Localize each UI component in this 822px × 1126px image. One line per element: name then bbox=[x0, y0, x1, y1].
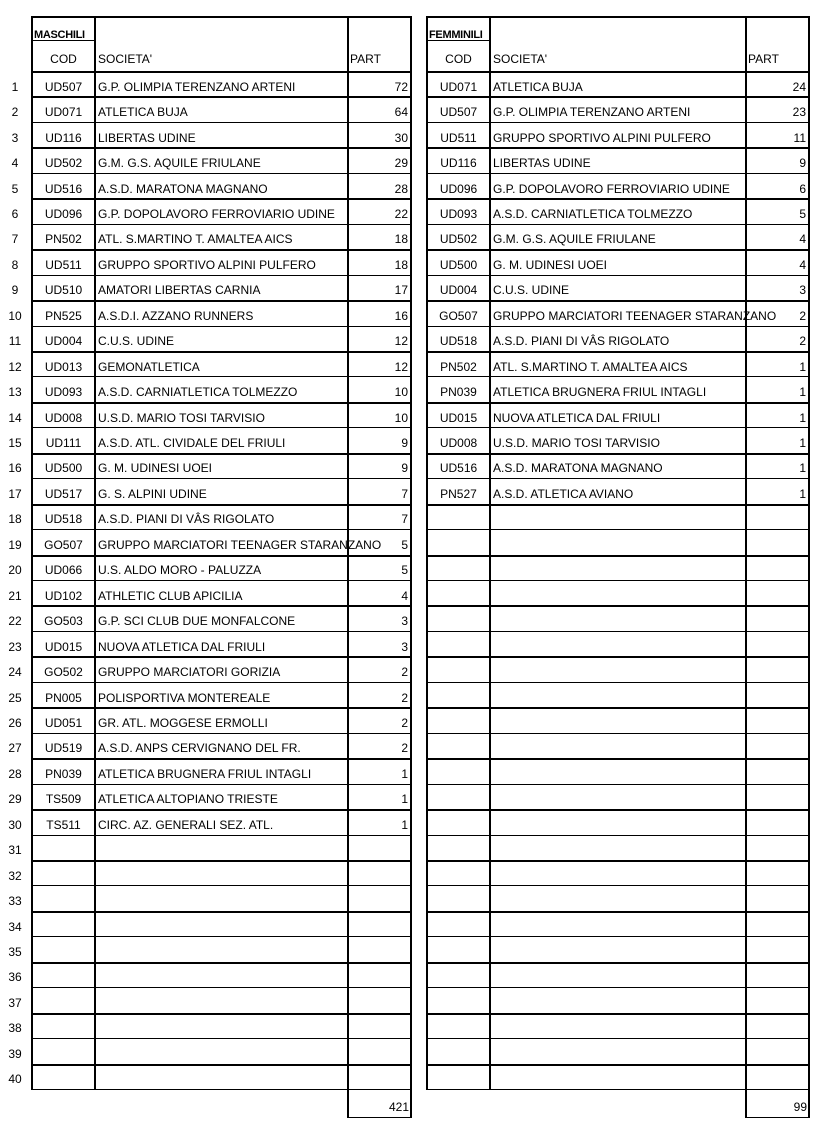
femminili-cod: UD096 bbox=[439, 181, 478, 196]
femminili-row-line bbox=[426, 96, 809, 98]
femminili-part: 11 bbox=[793, 130, 806, 145]
maschili-row-line bbox=[31, 529, 411, 530]
femminili-cod: GO507 bbox=[439, 308, 478, 323]
maschili-part: 18 bbox=[394, 232, 408, 247]
row-number: 9 bbox=[11, 283, 19, 298]
maschili-part: 5 bbox=[401, 563, 408, 578]
maschili-row-line bbox=[31, 198, 411, 200]
row-number: 10 bbox=[8, 308, 22, 323]
femminili-societa: ATL. S.MARTINO T. AMALTEA AICS bbox=[493, 359, 688, 374]
femminili-cod: PN527 bbox=[440, 486, 477, 501]
maschili-cod: TS511 bbox=[46, 817, 81, 832]
maschili-cod: UD116 bbox=[45, 130, 82, 145]
maschili-part: 72 bbox=[394, 79, 408, 94]
maschili-row-line bbox=[31, 96, 411, 98]
maschili-row-line bbox=[31, 656, 411, 658]
femminili-cod: UD004 bbox=[439, 283, 478, 298]
maschili-societa: ATL. S.MARTINO T. AMALTEA AICS bbox=[98, 232, 293, 247]
maschili-societa: GRUPPO MARCIATORI GORIZIA bbox=[98, 665, 281, 680]
femminili-part: 1 bbox=[799, 359, 806, 374]
maschili-part: 18 bbox=[394, 257, 408, 272]
row-number: 16 bbox=[8, 461, 22, 476]
femminili-row-line bbox=[426, 249, 809, 251]
femminili-cod: UD502 bbox=[439, 232, 478, 247]
row-number: 27 bbox=[8, 741, 22, 756]
maschili-title-underline bbox=[32, 40, 95, 41]
maschili-cod: UD519 bbox=[44, 741, 83, 756]
femminili-cod: UD500 bbox=[439, 257, 478, 272]
maschili-part: 10 bbox=[394, 385, 408, 400]
femminili-societa: ATLETICA BUJA bbox=[493, 79, 583, 94]
maschili-row-line bbox=[31, 631, 411, 632]
femminili-row-line bbox=[426, 453, 809, 455]
maschili-societa: CIRC. AZ. GENERALI SEZ. ATL. bbox=[98, 817, 274, 832]
maschili-societa: G.P. SCI CLUB DUE MONFALCONE bbox=[98, 614, 296, 629]
maschili-top-border bbox=[32, 16, 411, 18]
maschili-cod: PN502 bbox=[45, 232, 82, 247]
maschili-part: 1 bbox=[401, 817, 408, 832]
femminili-row-line bbox=[426, 376, 809, 377]
femminili-row-line bbox=[426, 71, 809, 73]
row-number: 6 bbox=[11, 206, 19, 221]
femminili-societa: LIBERTAS UDINE bbox=[493, 156, 591, 171]
femminili-row-line bbox=[426, 1089, 809, 1090]
maschili-cod: UD111 bbox=[45, 436, 82, 451]
femminili-row-line bbox=[426, 936, 809, 937]
maschili-cod: UD093 bbox=[44, 385, 83, 400]
femminili-part: 4 bbox=[799, 232, 806, 247]
maschili-row-line bbox=[31, 809, 411, 811]
row-number: 20 bbox=[8, 563, 22, 578]
row-number: 21 bbox=[8, 588, 22, 603]
maschili-row-line bbox=[31, 733, 411, 734]
maschili-societa: A.S.D. CARNIATLETICA TOLMEZZO bbox=[98, 385, 298, 400]
femminili-top-border bbox=[427, 16, 809, 18]
row-number: 34 bbox=[8, 919, 22, 934]
row-number: 29 bbox=[8, 792, 22, 807]
maschili-row-line bbox=[31, 453, 411, 455]
femminili-part: 23 bbox=[792, 105, 806, 120]
maschili-row-line bbox=[31, 784, 411, 785]
maschili-total: 421 bbox=[388, 1100, 409, 1114]
maschili-divider-cod bbox=[94, 16, 96, 1090]
femminili-row-line bbox=[426, 351, 809, 353]
maschili-part: 2 bbox=[401, 715, 408, 730]
maschili-row-line bbox=[31, 478, 411, 479]
maschili-part: 7 bbox=[401, 486, 408, 501]
maschili-part: 4 bbox=[401, 588, 408, 603]
maschili-row-line bbox=[31, 275, 411, 276]
maschili-cod: UD517 bbox=[44, 486, 83, 501]
femminili-row-line bbox=[426, 173, 809, 174]
femminili-row-line bbox=[426, 300, 809, 302]
maschili-row-line bbox=[31, 504, 411, 506]
row-number: 13 bbox=[8, 385, 22, 400]
femminili-cod: UD516 bbox=[439, 461, 478, 476]
femminili-row-line bbox=[426, 809, 809, 811]
maschili-row-line bbox=[31, 707, 411, 709]
maschili-part: 64 bbox=[394, 105, 408, 120]
row-number: 38 bbox=[8, 1021, 22, 1036]
maschili-societa: ATHLETIC CLUB APICILIA bbox=[98, 588, 243, 603]
femminili-row-line bbox=[426, 656, 809, 658]
femminili-part: 6 bbox=[799, 181, 806, 196]
femminili-row-line bbox=[426, 987, 809, 988]
femminili-societa: G. M. UDINESI UOEI bbox=[493, 257, 608, 272]
maschili-row-line bbox=[31, 1013, 411, 1015]
femminili-part: 1 bbox=[799, 410, 806, 425]
maschili-title: MASCHILI bbox=[34, 29, 85, 41]
maschili-societa: GEMONATLETICA bbox=[98, 359, 200, 374]
maschili-societa: G. S. ALPINI UDINE bbox=[98, 486, 207, 501]
row-number: 18 bbox=[8, 512, 22, 527]
maschili-row-line bbox=[31, 326, 411, 327]
femminili-row-line bbox=[426, 555, 809, 557]
maschili-part: 12 bbox=[394, 334, 408, 349]
maschili-row-line bbox=[31, 987, 411, 988]
maschili-row-line bbox=[31, 936, 411, 937]
femminili-row-line bbox=[426, 784, 809, 785]
row-number: 31 bbox=[8, 843, 22, 858]
maschili-row-line bbox=[31, 962, 411, 964]
maschili-row-line bbox=[31, 402, 411, 404]
maschili-row-line bbox=[31, 376, 411, 377]
maschili-societa: GRUPPO SPORTIVO ALPINI PULFERO bbox=[98, 257, 316, 272]
femminili-row-line bbox=[426, 224, 809, 225]
femminili-part: 1 bbox=[799, 436, 806, 451]
row-number: 7 bbox=[11, 232, 19, 247]
maschili-border-right bbox=[410, 16, 412, 1118]
femminili-row-line bbox=[426, 147, 809, 149]
femminili-row-line bbox=[426, 835, 809, 836]
femminili-title: FEMMINILI bbox=[429, 29, 483, 41]
femminili-cod: UD093 bbox=[439, 206, 478, 221]
femminili-row-line bbox=[426, 707, 809, 709]
row-number: 30 bbox=[8, 817, 22, 832]
femminili-cod: UD507 bbox=[439, 105, 478, 120]
femminili-row-line bbox=[426, 860, 809, 862]
femminili-row-line bbox=[426, 733, 809, 734]
maschili-cod: UD096 bbox=[44, 206, 83, 221]
maschili-row-line bbox=[31, 605, 411, 607]
femminili-societa: NUOVA ATLETICA DAL FRIULI bbox=[493, 410, 661, 425]
femminili-title-underline bbox=[427, 40, 490, 41]
femminili-row-line bbox=[426, 962, 809, 964]
maschili-total-bottom bbox=[347, 1117, 411, 1118]
maschili-societa: U.S. ALDO MORO - PALUZZA bbox=[98, 563, 262, 578]
femminili-part: 1 bbox=[799, 461, 806, 476]
maschili-cod: UD051 bbox=[44, 715, 83, 730]
maschili-societa: GRUPPO MARCIATORI TEENAGER STARANZANO bbox=[98, 537, 382, 552]
maschili-row-line bbox=[31, 885, 411, 886]
maschili-societa: G. M. UDINESI UOEI bbox=[98, 461, 213, 476]
maschili-societa: ATLETICA BRUGNERA FRIUL INTAGLI bbox=[98, 766, 312, 781]
maschili-row-line bbox=[31, 71, 411, 73]
maschili-cod: GO502 bbox=[44, 665, 83, 680]
maschili-part: 3 bbox=[401, 639, 408, 654]
femminili-cod: UD015 bbox=[439, 410, 478, 425]
femminili-row-line bbox=[426, 198, 809, 200]
maschili-societa: G.P. DOPOLAVORO FERROVIARIO UDINE bbox=[98, 206, 335, 221]
maschili-societa: NUOVA ATLETICA DAL FRIULI bbox=[98, 639, 266, 654]
femminili-cod: UD518 bbox=[439, 334, 478, 349]
maschili-cod: GO503 bbox=[44, 614, 83, 629]
maschili-border-left bbox=[31, 16, 33, 1090]
maschili-row-line bbox=[31, 911, 411, 913]
femminili-row-line bbox=[426, 580, 809, 581]
maschili-col-part: PART bbox=[350, 52, 381, 66]
maschili-part: 2 bbox=[401, 665, 408, 680]
femminili-row-line bbox=[426, 885, 809, 886]
maschili-cod: UD516 bbox=[44, 181, 83, 196]
maschili-societa: U.S.D. MARIO TOSI TARVISIO bbox=[98, 410, 265, 425]
maschili-part: 1 bbox=[401, 792, 408, 807]
maschili-row-line bbox=[31, 580, 411, 581]
maschili-row-line bbox=[31, 351, 411, 353]
femminili-row-line bbox=[426, 758, 809, 760]
row-number: 8 bbox=[11, 257, 19, 272]
row-number: 33 bbox=[8, 894, 22, 909]
femminili-cod: UD008 bbox=[439, 436, 478, 451]
maschili-col-societa: SOCIETA' bbox=[98, 52, 153, 66]
femminili-cod: UD116 bbox=[440, 156, 477, 171]
maschili-cod: UD008 bbox=[44, 410, 83, 425]
femminili-col-societa: SOCIETA' bbox=[493, 52, 548, 66]
femminili-part: 3 bbox=[799, 283, 806, 298]
maschili-row-line bbox=[31, 835, 411, 836]
femminili-row-line bbox=[426, 326, 809, 327]
maschili-cod: UD066 bbox=[44, 563, 83, 578]
row-number: 35 bbox=[8, 945, 22, 960]
row-number: 23 bbox=[8, 639, 22, 654]
femminili-border-left bbox=[426, 16, 428, 1090]
maschili-part: 9 bbox=[401, 461, 408, 476]
femminili-societa: A.S.D. CARNIATLETICA TOLMEZZO bbox=[493, 206, 693, 221]
row-number: 14 bbox=[8, 410, 22, 425]
maschili-part: 7 bbox=[401, 512, 408, 527]
femminili-societa: G.P. OLIMPIA TERENZANO ARTENI bbox=[493, 105, 691, 120]
femminili-societa: A.S.D. ATLETICA AVIANO bbox=[493, 486, 634, 501]
femminili-divider-cod bbox=[489, 16, 491, 1090]
maschili-part: 3 bbox=[401, 614, 408, 629]
maschili-part: 12 bbox=[394, 359, 408, 374]
maschili-cod: UD507 bbox=[44, 79, 83, 94]
maschili-societa: G.P. OLIMPIA TERENZANO ARTENI bbox=[98, 79, 296, 94]
row-number: 26 bbox=[8, 715, 22, 730]
femminili-part: 1 bbox=[799, 486, 806, 501]
maschili-row-line bbox=[31, 147, 411, 149]
maschili-divider-part bbox=[347, 16, 349, 1118]
femminili-part: 1 bbox=[799, 385, 806, 400]
maschili-cod: PN039 bbox=[45, 766, 82, 781]
femminili-societa: GRUPPO MARCIATORI TEENAGER STARANZANO bbox=[493, 308, 777, 323]
femminili-part: 2 bbox=[799, 308, 806, 323]
maschili-societa: ATLETICA ALTOPIANO TRIESTE bbox=[98, 792, 278, 807]
femminili-col-cod: COD bbox=[445, 52, 472, 66]
maschili-cod: UD511 bbox=[45, 257, 82, 272]
row-number: 37 bbox=[8, 995, 22, 1010]
maschili-row-line bbox=[31, 173, 411, 174]
femminili-row-line bbox=[426, 478, 809, 479]
femminili-row-line bbox=[426, 275, 809, 276]
femminili-societa: A.S.D. MARATONA MAGNANO bbox=[493, 461, 663, 476]
maschili-part: 1 bbox=[401, 766, 408, 781]
row-number: 1 bbox=[11, 79, 19, 94]
femminili-row-line bbox=[426, 529, 809, 530]
row-number: 2 bbox=[11, 105, 19, 120]
femminili-row-line bbox=[426, 1038, 809, 1039]
maschili-societa: A.S.D. MARATONA MAGNANO bbox=[98, 181, 268, 196]
maschili-row-line bbox=[31, 860, 411, 862]
maschili-row-line bbox=[31, 224, 411, 225]
row-number: 39 bbox=[8, 1046, 22, 1061]
maschili-societa: POLISPORTIVA MONTEREALE bbox=[98, 690, 271, 705]
femminili-societa: GRUPPO SPORTIVO ALPINI PULFERO bbox=[493, 130, 711, 145]
row-number: 24 bbox=[8, 665, 22, 680]
row-number: 40 bbox=[8, 1072, 22, 1087]
maschili-part: 22 bbox=[394, 206, 408, 221]
row-number: 17 bbox=[8, 486, 22, 501]
femminili-cod: PN039 bbox=[440, 385, 477, 400]
femminili-row-line bbox=[426, 122, 809, 123]
maschili-part: 17 bbox=[394, 283, 408, 298]
row-number: 5 bbox=[11, 181, 19, 196]
femminili-col-part: PART bbox=[748, 52, 779, 66]
femminili-row-line bbox=[426, 631, 809, 632]
maschili-part: 5 bbox=[401, 537, 408, 552]
femminili-total: 99 bbox=[793, 1100, 807, 1114]
maschili-row-line bbox=[31, 1089, 411, 1090]
maschili-row-line bbox=[31, 122, 411, 123]
maschili-row-line bbox=[31, 300, 411, 302]
maschili-cod: UD013 bbox=[44, 359, 83, 374]
femminili-row-line bbox=[426, 427, 809, 428]
femminili-part: 24 bbox=[792, 79, 806, 94]
maschili-cod: PN005 bbox=[45, 690, 82, 705]
maschili-cod: GO507 bbox=[44, 537, 83, 552]
maschili-part: 28 bbox=[394, 181, 408, 196]
maschili-part: 2 bbox=[401, 741, 408, 756]
femminili-part: 5 bbox=[799, 206, 806, 221]
maschili-part: 30 bbox=[394, 130, 408, 145]
femminili-part: 4 bbox=[799, 257, 806, 272]
row-number: 3 bbox=[11, 130, 19, 145]
row-number: 4 bbox=[11, 156, 19, 171]
maschili-part: 10 bbox=[394, 410, 408, 425]
maschili-row-line bbox=[31, 1038, 411, 1039]
femminili-cod: UD071 bbox=[439, 79, 478, 94]
maschili-cod: UD015 bbox=[44, 639, 83, 654]
maschili-cod: UD502 bbox=[44, 156, 83, 171]
maschili-cod: UD510 bbox=[44, 283, 83, 298]
femminili-row-line bbox=[426, 1013, 809, 1015]
femminili-row-line bbox=[426, 911, 809, 913]
maschili-societa: GR. ATL. MOGGESE ERMOLLI bbox=[98, 715, 268, 730]
maschili-part: 9 bbox=[401, 436, 408, 451]
maschili-societa: A.S.D. ANPS CERVIGNANO DEL FR. bbox=[98, 741, 301, 756]
femminili-societa: ATLETICA BRUGNERA FRIUL INTAGLI bbox=[493, 385, 707, 400]
row-number: 11 bbox=[8, 334, 22, 349]
maschili-col-cod: COD bbox=[50, 52, 77, 66]
femminili-row-line bbox=[426, 605, 809, 607]
femminili-societa: G.P. DOPOLAVORO FERROVIARIO UDINE bbox=[493, 181, 730, 196]
maschili-row-line bbox=[31, 682, 411, 683]
femminili-row-line bbox=[426, 504, 809, 506]
femminili-border-right bbox=[808, 16, 810, 1118]
row-number: 22 bbox=[8, 614, 22, 629]
maschili-part: 2 bbox=[401, 690, 408, 705]
maschili-row-line bbox=[31, 427, 411, 428]
maschili-cod: TS509 bbox=[45, 792, 82, 807]
femminili-total-bottom bbox=[745, 1117, 809, 1118]
maschili-row-line bbox=[31, 758, 411, 760]
femminili-divider-part bbox=[745, 16, 747, 1118]
row-number: 25 bbox=[8, 690, 22, 705]
maschili-societa: C.U.S. UDINE bbox=[98, 334, 175, 349]
femminili-societa: U.S.D. MARIO TOSI TARVISIO bbox=[493, 436, 660, 451]
femminili-row-line bbox=[426, 1064, 809, 1066]
maschili-societa: A.S.D. PIANI DI VÂS RIGOLATO bbox=[98, 512, 275, 527]
femminili-societa: A.S.D. PIANI DI VÂS RIGOLATO bbox=[493, 334, 670, 349]
femminili-societa: G.M. G.S. AQUILE FRIULANE bbox=[493, 232, 656, 247]
femminili-cod: UD511 bbox=[440, 130, 477, 145]
maschili-societa: LIBERTAS UDINE bbox=[98, 130, 196, 145]
row-number: 32 bbox=[8, 868, 22, 883]
maschili-part: 16 bbox=[394, 308, 408, 323]
femminili-societa: C.U.S. UDINE bbox=[493, 283, 570, 298]
maschili-societa: G.M. G.S. AQUILE FRIULANE bbox=[98, 156, 261, 171]
maschili-societa: AMATORI LIBERTAS CARNIA bbox=[98, 283, 261, 298]
maschili-cod: UD500 bbox=[44, 461, 83, 476]
maschili-cod: UD102 bbox=[44, 588, 83, 603]
femminili-cod: PN502 bbox=[440, 359, 477, 374]
maschili-cod: UD004 bbox=[44, 334, 83, 349]
maschili-row-line bbox=[31, 555, 411, 557]
maschili-row-line bbox=[31, 1064, 411, 1066]
maschili-cod: UD518 bbox=[44, 512, 83, 527]
maschili-row-line bbox=[31, 249, 411, 251]
row-number: 28 bbox=[8, 766, 22, 781]
femminili-part: 9 bbox=[799, 156, 806, 171]
row-number: 15 bbox=[8, 436, 22, 451]
maschili-societa: A.S.D. ATL. CIVIDALE DEL FRIULI bbox=[98, 436, 286, 451]
row-number: 12 bbox=[8, 359, 22, 374]
maschili-cod: UD071 bbox=[44, 105, 83, 120]
maschili-societa: A.S.D.I. AZZANO RUNNERS bbox=[98, 308, 254, 323]
maschili-cod: PN525 bbox=[45, 308, 82, 323]
row-number: 19 bbox=[8, 537, 22, 552]
femminili-part: 2 bbox=[799, 334, 806, 349]
row-number: 36 bbox=[8, 970, 22, 985]
femminili-row-line bbox=[426, 682, 809, 683]
maschili-part: 29 bbox=[394, 156, 408, 171]
femminili-row-line bbox=[426, 402, 809, 404]
maschili-societa: ATLETICA BUJA bbox=[98, 105, 188, 120]
